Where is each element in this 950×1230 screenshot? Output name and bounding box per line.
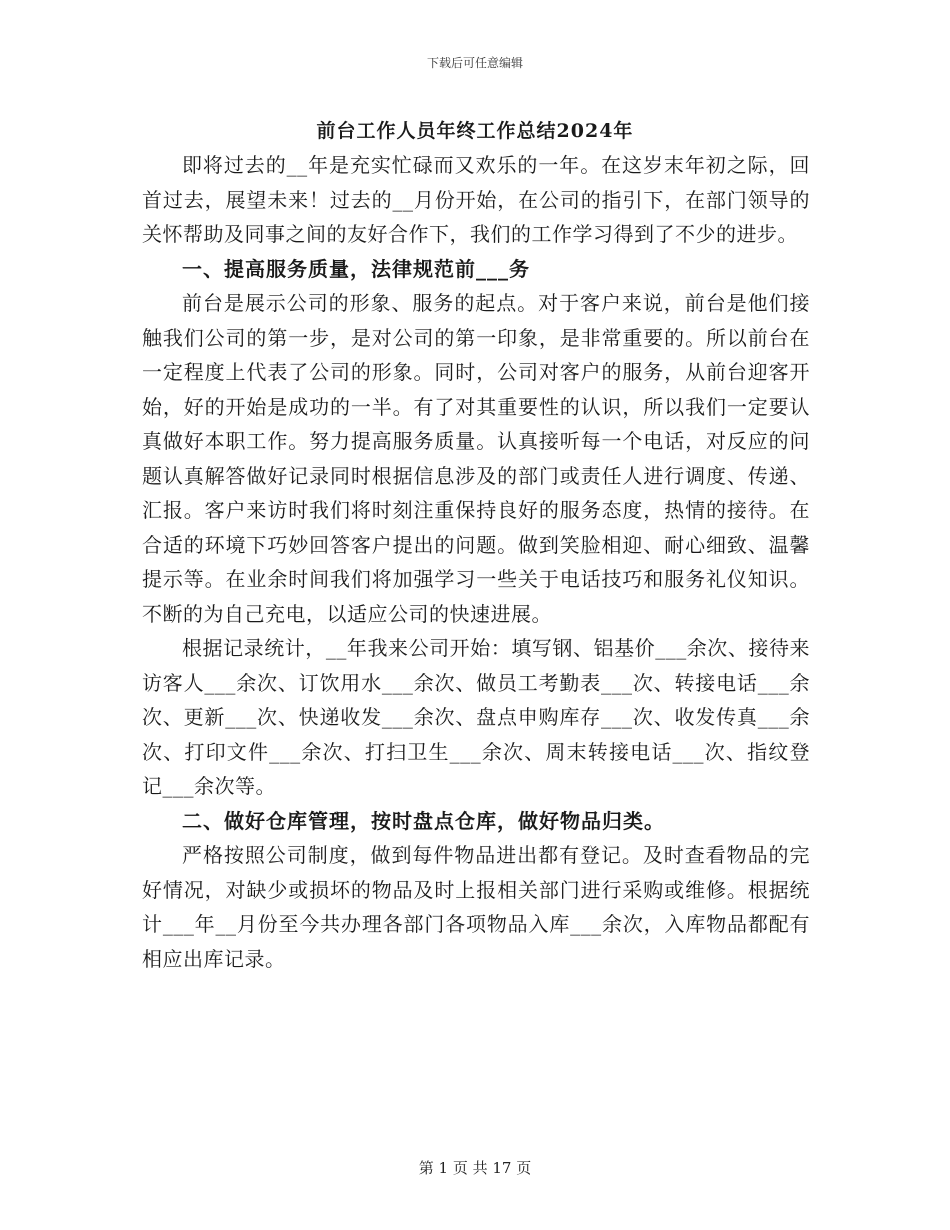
section-2-paragraph: 严格按照公司制度，做到每件物品进出都有登记。及时查看物品的完好情况，对缺少或损坏的物品及时上报相关部门进行采购或维修。根据统计___年__月份至今共办理各部门各项物品入库___余次，入库物品都配有相应出库记录。 — [142, 843, 810, 971]
section-heading-2: 二、做好仓库管理，按时盘点仓库，做好物品归类。 — [182, 808, 665, 833]
section-1-paragraph: 前台是展示公司的形象、服务的起点。对于客户来说，前台是他们接触我们公司的第一步，是对公司的第一印象，是非常重要的。所以前台在一定程度上代表了公司的形象。同时，公司对客户的服务，从前台迎客开始，好的开始是成功的一半。有了对其重要性的认识，所以我们一定要认真做好本职工作。努力提高服务质量。认真接听每一个电话，对反应的问题认真解答做好记录同时根据信息涉及的部门或责任人进行调度、传递、汇报。客户来访时我们将时刻注重保持良好的服务态度，热情的接待。在合适的环境下巧妙回答客户提出的问题。做到笑脸相迎、耐心细致、温馨提示等。在业余时间我们将加强学习一些关于电话技巧和服务礼仪知识。不断的为自己充电，以适应公司的快速进展。 — [142, 291, 810, 626]
statistics-paragraph: 根据记录统计，__年我来公司开始：填写钢、铝基价___余次、接待来访客人___余次、订饮用水___余次、做员工考勤表___次、转接电话___余次、更新___次、快递收发___余次、盘点申购库存___次、收发传真___余次、打印文件___余次、打扫卫生___余次、周末转接电话___次、指纹登记___余次等。 — [142, 636, 810, 798]
document-title: 前台工作人员年终工作总结2024年 — [316, 120, 634, 142]
header-note: 下载后可任意编辑 — [426, 56, 523, 70]
page-footer: 第 1 页 共 17 页 — [418, 1159, 532, 1177]
section-heading-1: 一、提高服务质量，法律规范前___务 — [182, 256, 530, 281]
document-body — [142, 148, 810, 976]
intro-paragraph: 即将过去的__年是充实忙碌而又欢乐的一年。在这岁末年初之际，回首过去，展望未来！过去的__月份开始，在公司的指引下，在部门领导的关怀帮助及同事之间的友好合作下，我们的工作学习得到了不少的进步。 — [142, 153, 810, 246]
